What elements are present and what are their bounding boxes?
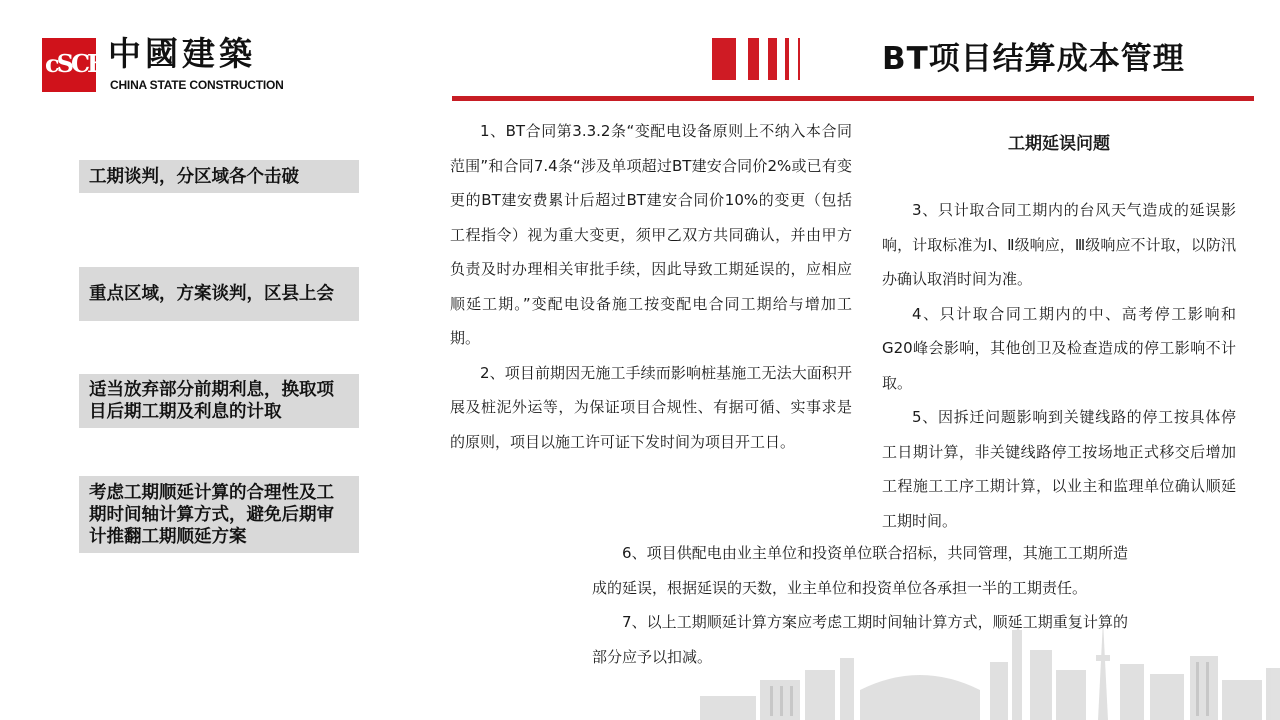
logo-mark-text: cSCEC	[45, 49, 119, 78]
summary-box-4: 考虑工期顺延计算的合理性及工期时间轴计算方式，避免后期审计推翻工期顺延方案	[79, 476, 359, 553]
logo-name-en: CHINA STATE CONSTRUCTION	[110, 78, 284, 92]
paragraph-4: 4、只计取合同工期内的中、高考停工影响和G20峰会影响，其他创卫及检查造成的停工影响不计取。	[882, 304, 1236, 392]
summary-box-1: 工期谈判，分区域各个击破	[79, 160, 359, 193]
paragraph-6: 6、项目供配电由业主单位和投资单位联合招标，共同管理，其施工工期所造成的延误，根据延误的天数，业主单位和投资单位各承担一半的工期责任。	[592, 544, 1128, 597]
paragraph-1: 1、BT合同第3.3.2条“变配电设备原则上不纳入本合同范围”和合同7.4条“涉及单项超过BT建安合同价2%或已有变更的BT建安费累计后超过BT建安合同价10%的变更（包括工程指令）视为重大变更，须甲乙双方共同确认，并由甲方负责及时办理相关审批手续，因此导致工期延误的，应相应顺延工期。”变配电设备施工按变配电合同工期给与增加工期。	[450, 122, 852, 347]
paragraph-3: 3、只计取合同工期内的台风天气造成的延误影响，计取标准为Ⅰ、Ⅱ级响应，Ⅲ级响应不计取，以防汛办确认取消时间为准。	[882, 201, 1236, 288]
title-divider	[452, 96, 1254, 101]
title-decoration-bars	[712, 38, 794, 80]
paragraph-2: 2、项目前期因无施工手续而影响桩基施工无法大面积开展及桩泥外运等，为保证项目合规性、有据可循、实事求是的原则，项目以施工许可证下发时间为项目开工日。	[450, 363, 852, 451]
logo-name-cn: 中國建築	[108, 34, 256, 73]
company-logo	[42, 36, 302, 96]
summary-box-3: 适当放弃部分前期利息，换取项目后期工期及利息的计取	[79, 374, 359, 428]
summary-box-2: 重点区域，方案谈判，区县上会	[79, 267, 359, 321]
paragraph-7: 7、以上工期顺延计算方案应考虑工期时间轴计算方式，顺延工期重复计算的部分应予以扣减。	[592, 613, 1128, 666]
text-column-bottom	[592, 536, 1128, 674]
paragraph-5: 5、因拆迁问题影响到关键线路的停工按具体停工日期计算，非关键线路停工按场地正式移交后增加工程施工工序工期计算，以业主和监理单位确认顺延工期时间。	[882, 408, 1236, 530]
section-heading: 工期延误问题	[1008, 134, 1110, 154]
cscec-logo-mark	[42, 38, 119, 92]
text-column-right	[882, 193, 1236, 538]
page-title: BT项目结算成本管理	[882, 41, 1185, 77]
text-column-left	[450, 114, 852, 459]
